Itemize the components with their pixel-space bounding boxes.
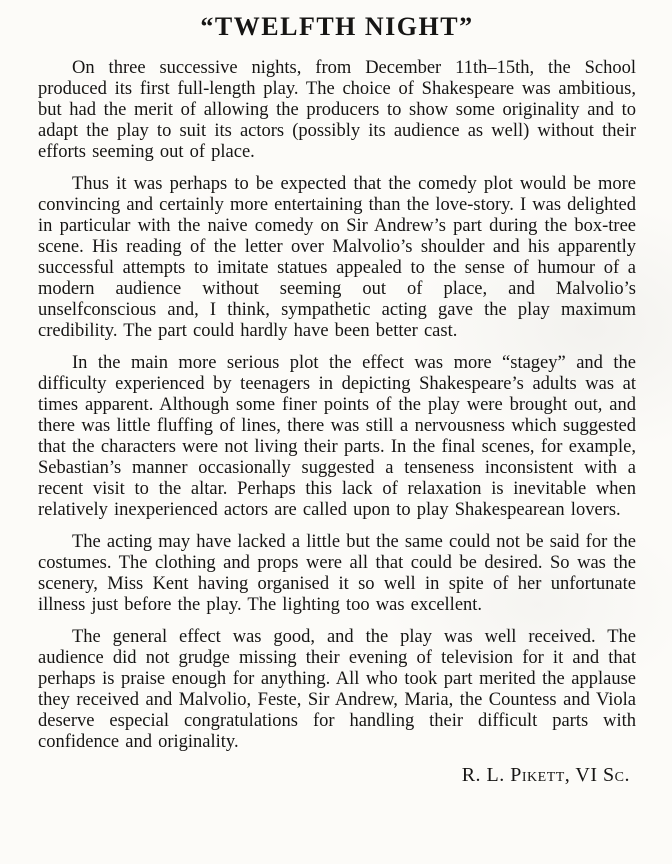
paragraph: The general effect was good, and the play was well received. The audience did not grudge missing their evening of television for it and that perhaps is praise enough for anything. All who took part merited the applause they received and Malvolio, Feste, Sir Andrew, Maria, the Countess and Viola deserve especial congratulations for handling their difficult parts with confidence and originality.: [38, 627, 636, 752]
author-signature: R. L. Pikett, VI Sc.: [461, 764, 630, 786]
paragraph: On three successive nights, from December 11th–15th, the School produced its first full-length play. The choice of Shakespeare was ambitious, but had the merit of allowing the producers to show some originality and to adapt the play to suit its actors (possibly its audience as well) without their efforts seeming out of place.: [38, 58, 636, 162]
article-body: [38, 58, 636, 753]
paragraph: Thus it was perhaps to be expected that the comedy plot would be more convincing and certainly more entertaining than the love-story. I was delighted in particular with the naive comedy on Sir Andrew’s part during the box-tree scene. His reading of the letter over Malvolio’s shoulder and his apparently successful attempts to imitate statues appealed to the sense of humour of a modern audience without seeming out of place, and Malvolio’s unselfconscious and, I think, sympathetic acting gave the play maximum credibility. The part could hardly have been better cast.: [38, 174, 636, 341]
paragraph: In the main more serious plot the effect was more “stagey” and the difficulty experienced by teenagers in depicting Shakespeare’s adults was at times apparent. Although some finer points of the play were brought out, and there was little fluffing of lines, there was still a nervousness which suggested that the characters were not living their parts. In the final scenes, for example, Sebastian’s manner occasionally suggested a tenseness inconsistent with a recent visit to the altar. Perhaps this lack of relaxation is inevitable when relatively inexperienced actors are called upon to play Shakespearean lovers.: [38, 353, 636, 520]
paragraph: The acting may have lacked a little but the same could not be said for the costumes. The clothing and props were all that could be desired. So was the scenery, Miss Kent having organised it so well in spite of her unfortunate illness just before the play. The lighting too was excellent.: [38, 532, 636, 615]
article-title: “TWELFTH NIGHT”: [200, 12, 474, 41]
